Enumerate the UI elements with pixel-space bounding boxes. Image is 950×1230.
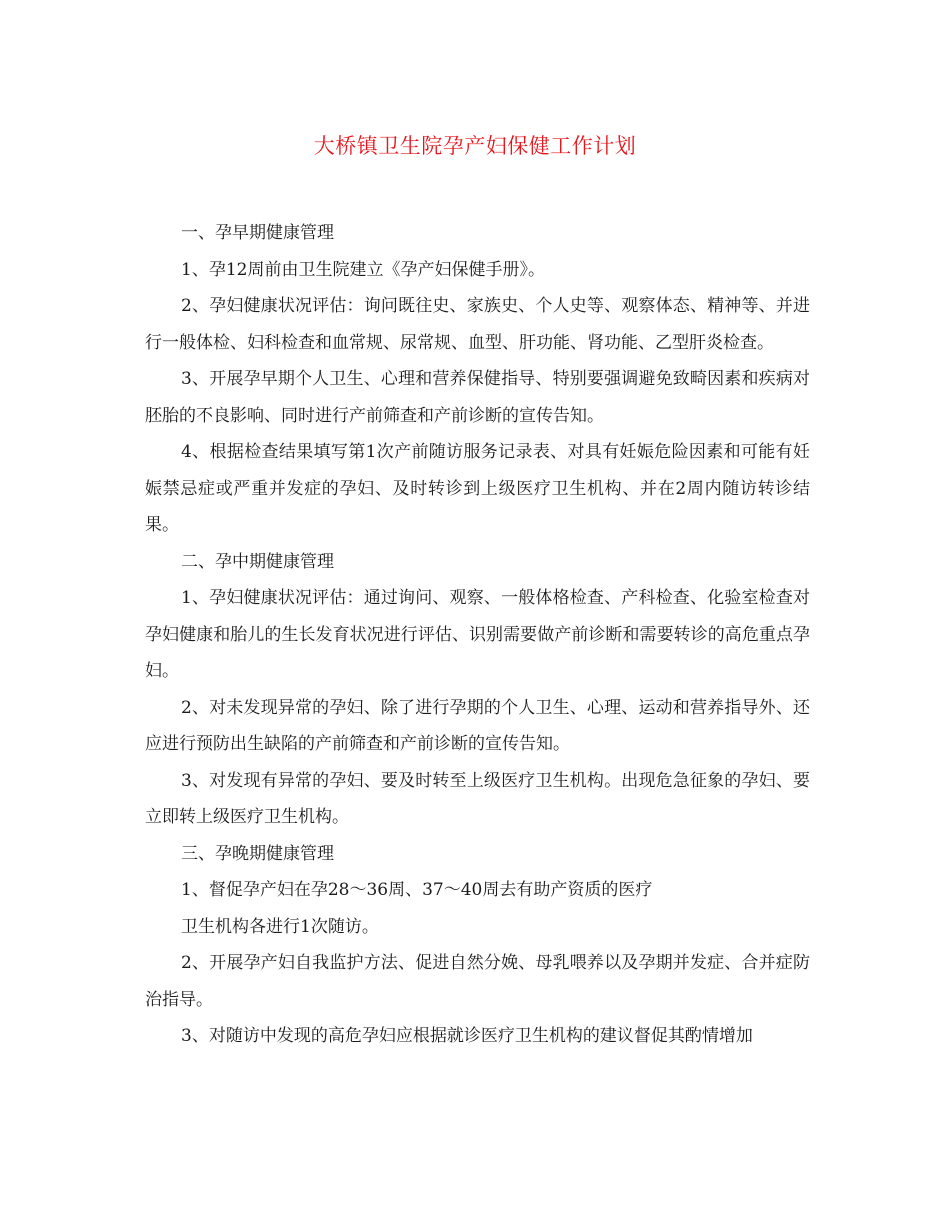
paragraph: 4、根据检查结果填写第1次产前随访服务记录表、对具有妊娠危险因素和可能有妊娠禁忌症或严重并发症的孕妇、及时转诊到上级医疗卫生机构、并在2周内随访转诊结果。 xyxy=(145,442,810,535)
paragraph: 2、开展孕产妇自我监护方法、促进自然分娩、母乳喂养以及孕期并发症、合并症防治指导。 xyxy=(145,953,810,1010)
paragraph: 卫生机构各进行1次随访。 xyxy=(181,916,379,937)
section-heading-early: 一、孕早期健康管理 xyxy=(181,223,334,243)
paragraph: 3、对发现有异常的孕妇、要及时转至上级医疗卫生机构。出现危急征象的孕妇、要立即转上级医疗卫生机构。 xyxy=(145,770,810,827)
paragraph: 3、对随访中发现的高危孕妇应根据就诊医疗卫生机构的建议督促其酌情增加 xyxy=(181,1026,753,1046)
paragraph: 1、督促孕产妇在孕28～36周、37～40周去有助产资质的医疗 xyxy=(181,880,653,900)
paragraph: 2、孕妇健康状况评估：询问既往史、家族史、个人史等、观察体态、精神等、并进行一般体检、妇科检查和血常规、尿常规、血型、肝功能、肾功能、乙型肝炎检查。 xyxy=(145,296,810,353)
paragraph: 1、孕12周前由卫生院建立《孕产妇保健手册》。 xyxy=(181,259,545,280)
paragraph: 1、孕妇健康状况评估：通过询问、观察、一般体格检查、产科检查、化验室检查对孕妇健康和胎儿的生长发育状况进行评估、识别需要做产前诊断和需要转诊的高危重点孕妇。 xyxy=(145,588,810,681)
document-body xyxy=(145,215,810,1055)
document-title: 大桥镇卫生院孕产妇保健工作计划 xyxy=(313,134,637,158)
paragraph: 3、开展孕早期个人卫生、心理和营养保健指导、特别要强调避免致畸因素和疾病对胚胎的不良影响、同时进行产前筛查和产前诊断的宣传告知。 xyxy=(145,369,810,426)
paragraph: 2、对未发现异常的孕妇、除了进行孕期的个人卫生、心理、运动和营养指导外、还应进行预防出生缺陷的产前筛查和产前诊断的宣传告知。 xyxy=(145,697,810,754)
section-heading-middle: 二、孕中期健康管理 xyxy=(181,551,334,572)
section-heading-late: 三、孕晚期健康管理 xyxy=(181,843,334,864)
